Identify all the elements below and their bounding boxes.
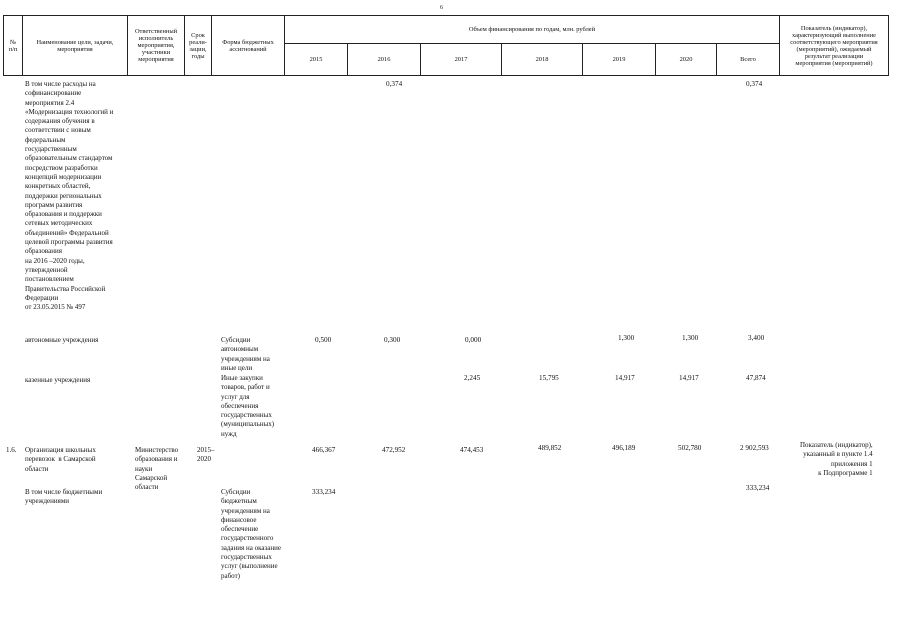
- row-autonomous-total: 3,400: [748, 334, 765, 342]
- row-state-2018: 15,795: [539, 374, 559, 382]
- row-16-2015: 466,367: [312, 446, 336, 454]
- row-cofinance-name: В том числе расходы на софинансирование мероприятия 2.4 «Модернизация технологий и содержания обучения в соответствии с новым федеральным государственным образовательным стандартом посредством разработки концепций модернизации конкретных областей, поддержки региональных программ развития образования и поддержки сетевых методических объединений» Федеральной целевой программы развития образования на 2016 –2020 годы, утвержденной постановлением Правительства Российской Федерации от 23.05.2015 № 497: [25, 80, 114, 312]
- row-state-form: Иные закупки товаров, работ и услуг для обеспечения государственных (муниципальных) нужд: [221, 374, 275, 438]
- row-16-name: Организация школьных перевозок в Самарской области: [25, 446, 96, 473]
- row-cofinance-2016: 0,374: [386, 80, 403, 88]
- header-number: № п/п: [4, 16, 23, 76]
- row-16-indicator: Показатель (индикатор), указанный в пункте 1.4 приложения 1 к Подпрограмме 1: [800, 441, 873, 477]
- row-budget-total: 333,234: [746, 484, 770, 492]
- header-name: Наименование цели, задачи, мероприятия: [23, 16, 128, 76]
- table-header: [3, 15, 889, 76]
- row-autonomous-name: автономные учреждения: [25, 336, 99, 344]
- row-16-2018: 489,852: [538, 444, 562, 452]
- row-16-2020: 502,780: [678, 444, 702, 452]
- header-term: Срок реали- зации, годы: [185, 16, 212, 76]
- row-16-term: 2015– 2020: [197, 446, 215, 464]
- row-state-total: 47,874: [746, 374, 766, 382]
- row-state-name: казенные учреждения: [25, 376, 91, 384]
- row-autonomous-2015: 0,500: [315, 336, 332, 344]
- header-year: 2016: [348, 44, 421, 76]
- header-year: 2017: [421, 44, 502, 76]
- header-executor: Ответственный исполнитель мероприятия, участники мероприятия: [128, 16, 185, 76]
- header-year: 2018: [502, 44, 583, 76]
- row-budget-form: Субсидии бюджетным учреждениям на финансовое обеспечение государственного задания на оказание государственных услуг (выполнение работ): [221, 488, 281, 580]
- header-year: 2020: [656, 44, 717, 76]
- row-autonomous-2016: 0,300: [384, 336, 401, 344]
- row-budget-2015: 333,234: [312, 488, 336, 496]
- header-indicator: Показатель (индикатор), характеризующий выполнение соответствующего мероприятия (мероприятий), ожидаемый результат реализации мероприятия (мероприятий): [780, 16, 889, 76]
- row-16-2016: 472,952: [382, 446, 406, 454]
- row-16-total: 2 902,593: [740, 444, 769, 452]
- row-cofinance-total: 0,374: [746, 80, 763, 88]
- header-total: Всего: [717, 44, 780, 76]
- row-16-2017: 474,453: [460, 446, 484, 454]
- row-state-2019: 14,917: [615, 374, 635, 382]
- header-form: Форма бюджетных ассигнований: [212, 16, 285, 76]
- row-state-2017: 2,245: [464, 374, 481, 382]
- header-year: 2015: [285, 44, 348, 76]
- header-year: 2019: [583, 44, 656, 76]
- row-autonomous-form: Субсидии автономным учреждениям на иные цели: [221, 336, 270, 372]
- row-16-number: 1.6.: [6, 446, 17, 454]
- page-number: 6: [440, 5, 443, 11]
- row-autonomous-2019: 1,300: [618, 334, 635, 342]
- row-budget-name: В том числе бюджетными учреждениями: [25, 488, 103, 506]
- row-autonomous-2020: 1,300: [682, 334, 699, 342]
- row-16-executor: Министерство образования и науки Самарской области: [135, 446, 179, 492]
- row-autonomous-2017: 0,000: [465, 336, 482, 344]
- row-16-2019: 496,189: [612, 444, 636, 452]
- row-state-2020: 14,917: [679, 374, 699, 382]
- header-volume: Объем финансирования по годам, млн. рублей: [285, 16, 780, 44]
